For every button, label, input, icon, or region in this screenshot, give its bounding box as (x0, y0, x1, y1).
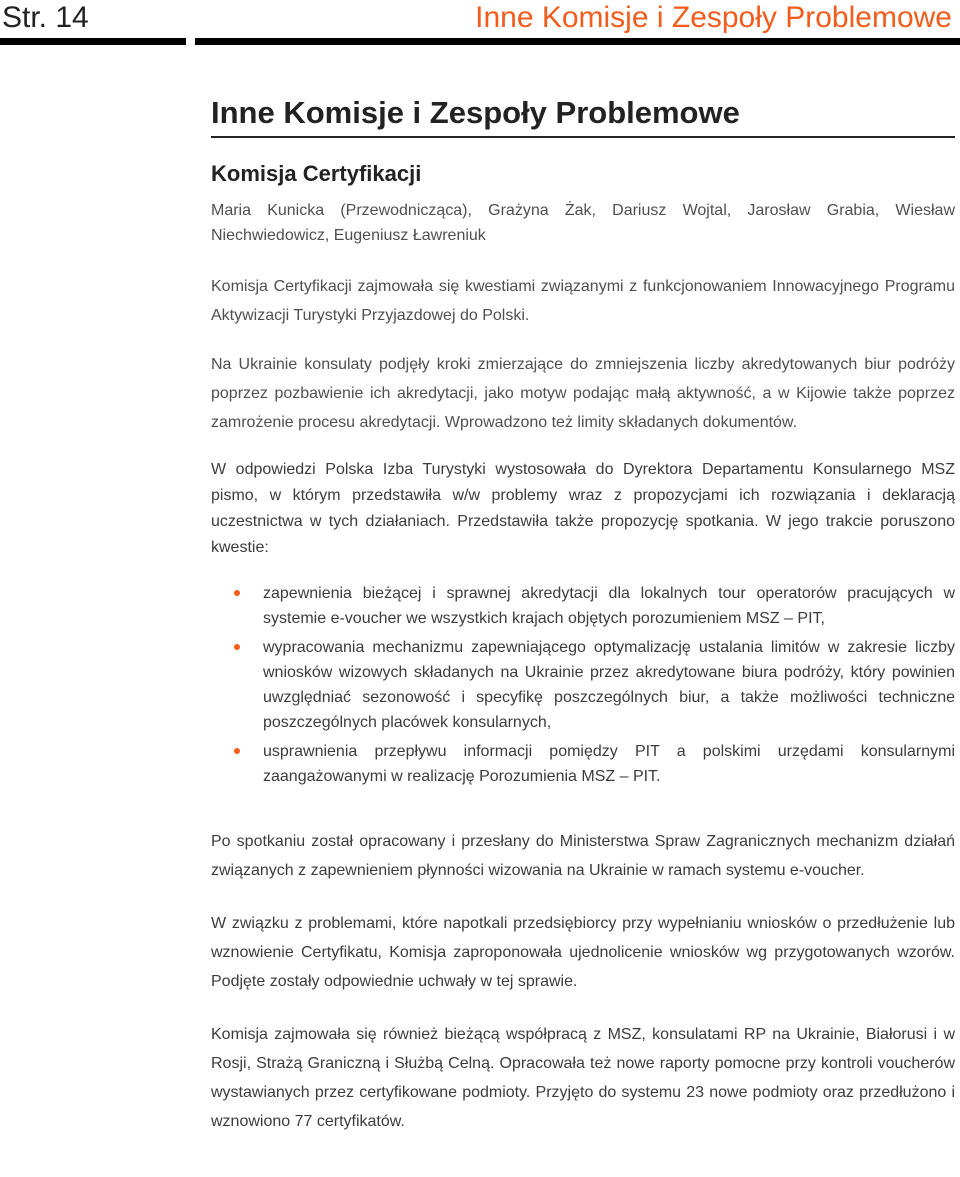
header-rule-left (0, 38, 186, 45)
bullet-icon (234, 590, 240, 596)
list-item (211, 739, 955, 789)
paragraph-cooperation: Komisja zajmowała się również bieżącą współpracą z MSZ, konsulatami RP na Ukrainie, Białorusi i w Rosji, Strażą Graniczną i Służbą Celną. Opracowała też nowe raporty pomocne przy kontroli voucherów wystawianych przez certyfikowane podmioty. Przyjęto do systemu 23 nowe podmioty oraz przedłużono i wznowiono 77 certyfikatów. (211, 1026, 955, 1130)
list-item-text: wypracowania mechanizmu zapewniającego optymalizację ustalania limitów w zakresie liczby wniosków wizowych składanych na Ukrainie przez akredytowane biura podróży, który powinien uwzględniać sezonowość i specyfikę poszczególnych biur, a także możliwości techniczne poszczególnych placówek konsularnych, (263, 639, 955, 731)
page-title: Inne Komisje i Zespoły Problemowe (211, 95, 740, 130)
header-rule-right (195, 38, 960, 45)
intro-paragraph: Komisja Certyfikacji zajmowała się kwestiami związanymi z funkcjonowaniem Innowacyjnego Programu Aktywizacji Turystyki Przyjazdowej do Polski. (211, 278, 955, 324)
page-header (0, 0, 960, 50)
paragraph-after-meeting: Po spotkaniu został opracowany i przesłany do Ministerstwa Spraw Zagranicznych mechanizm działań związanych z zapewnieniem płynności wizowania na Ukrainie w ramach systemu e-voucher. (211, 833, 955, 879)
list-item (211, 581, 955, 631)
page-number: Str. 14 (2, 1, 89, 34)
section-heading: Komisja Certyfikacji (211, 161, 422, 186)
title-underline (211, 136, 955, 138)
list-item-text: zapewnienia bieżącej i sprawnej akredytacji dla lokalnych tour operatorów pracujących w systemie e-voucher we wszystkich krajach objętych porozumieniem MSZ – PIT, (263, 585, 955, 627)
issues-list (211, 581, 955, 789)
main-content (211, 92, 955, 1136)
list-item (211, 635, 955, 735)
bullet-icon (234, 644, 240, 650)
header-section-title: Inne Komisje i Zespoły Problemowe (475, 1, 952, 34)
paragraph-response: W odpowiedzi Polska Izba Turystyki wystosowała do Dyrektora Departamentu Konsularnego MSZ pismo, w którym przedstawiła w/w problemy wraz z propozycjami ich rozwiązania i deklaracją uczestnictwa w tych działaniach. Przedstawiła także propozycję spotkania. W jego trakcie poruszono kwestie: (211, 461, 955, 556)
paragraph-certificates: W związku z problemami, które napotkali przedsiębiorcy przy wypełnianiu wniosków o przedłużenie lub wznowienie Certyfikatu, Komisja zaproponowała ujednolicenie wniosków wg przygotowanych wzorów. Podjęte zostały odpowiednie uchwały w tej sprawie. (211, 915, 955, 990)
bullet-icon (234, 748, 240, 754)
paragraph-ukraine: Na Ukrainie konsulaty podjęły kroki zmierzające do zmniejszenia liczby akredytowanych biur podróży poprzez pozbawienie ich akredytacji, jako motyw podając małą aktywność, a w Kijowie także poprzez zamrożenie procesu akredytacji. Wprowadzono też limity składanych dokumentów. (211, 356, 955, 431)
list-item-text: usprawnienia przepływu informacji pomiędzy PIT a polskimi urzędami konsularnymi zaangażowanymi w realizację Porozumienia MSZ – PIT. (263, 743, 955, 785)
members-list: Maria Kunicka (Przewodnicząca), Grażyna Żak, Dariusz Wojtal, Jarosław Grabia, Wiesław Niechwiedowicz, Eugeniusz Ławreniuk (211, 202, 955, 244)
